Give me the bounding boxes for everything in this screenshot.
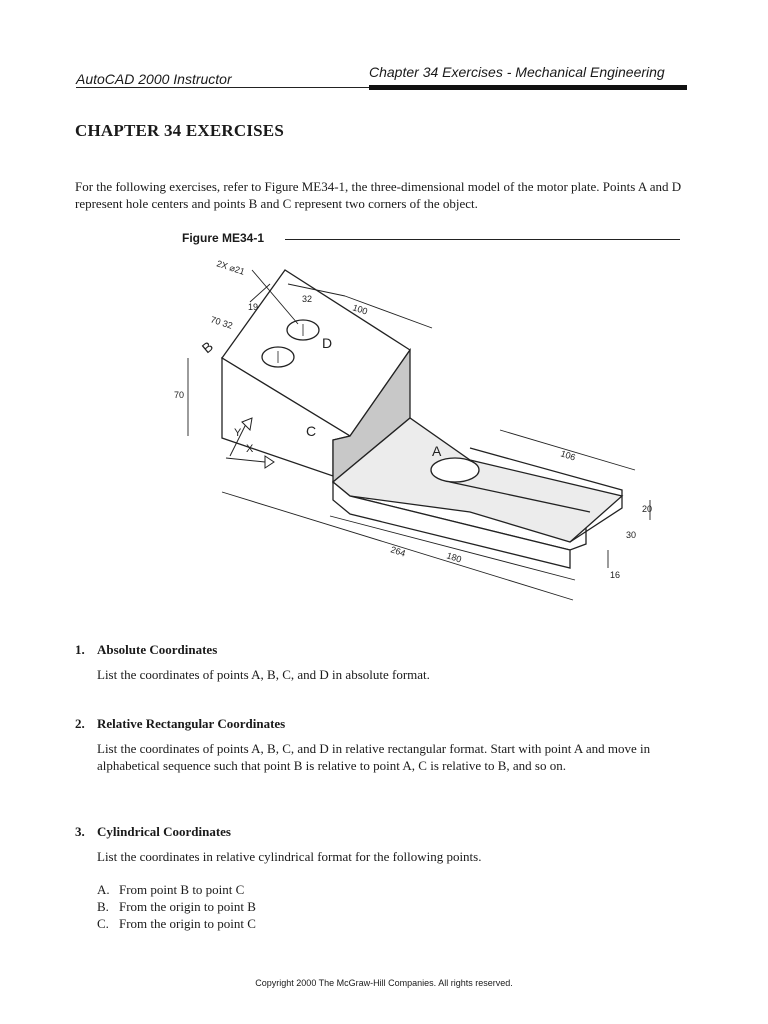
label-point-a: A bbox=[432, 443, 442, 459]
label-point-b: B bbox=[198, 338, 217, 357]
label-dim-180: 180 bbox=[445, 550, 463, 565]
exercise-3-number: 3. bbox=[75, 824, 85, 839]
exercise-1-title: Absolute Coordinates bbox=[97, 642, 218, 657]
copyright-footer: Copyright 2000 The McGraw-Hill Companies. All rights reserved. bbox=[255, 978, 513, 988]
exercise-3-item-b-text: From the origin to point B bbox=[119, 899, 256, 914]
exercise-1-heading bbox=[75, 641, 695, 658]
exercise-1-text: List the coordinates of points A, B, C, and D in absolute format. bbox=[97, 667, 430, 682]
label-point-c: C bbox=[306, 423, 317, 439]
exercise-3-item-a-letter: A. bbox=[97, 882, 110, 897]
exercise-3 bbox=[75, 823, 695, 932]
label-point-d: D bbox=[322, 335, 333, 351]
label-dim-32-top: 32 bbox=[302, 294, 313, 304]
exercise-2 bbox=[75, 715, 695, 774]
figure-caption-rule bbox=[285, 239, 680, 240]
label-axis-y: Y bbox=[234, 427, 242, 439]
label-dim-264: 264 bbox=[389, 544, 407, 559]
header-chapter-title: Chapter 34 Exercises - Mechanical Engineering bbox=[369, 64, 665, 80]
exercise-3-heading bbox=[75, 823, 695, 840]
exercise-2-text: List the coordinates of points A, B, C, and D in relative rectangular format. Start with point A and move in alphabetical sequence such that point B is relative to point A, C is relative to B, and so on. bbox=[97, 741, 651, 773]
exercise-3-item-b bbox=[75, 898, 695, 915]
page-title: CHAPTER 34 EXERCISES bbox=[75, 121, 284, 140]
exercise-1-number: 1. bbox=[75, 642, 85, 657]
exercise-3-text: List the coordinates in relative cylindrical format for the following points. bbox=[97, 849, 482, 864]
figure-caption: Figure ME34-1 bbox=[182, 231, 265, 245]
exercise-3-item-c-text: From the origin to point C bbox=[119, 916, 256, 931]
exercise-3-item-b-letter: B. bbox=[97, 899, 109, 914]
label-dim-16: 16 bbox=[610, 570, 621, 580]
label-hole-note: 2X ⌀21 bbox=[215, 258, 247, 277]
label-dim-19: 19 bbox=[248, 302, 259, 312]
motor-plate-figure bbox=[170, 250, 670, 620]
label-dim-20: 20 bbox=[642, 504, 653, 514]
header-thick-rule bbox=[369, 85, 687, 90]
x-axis-arrow bbox=[226, 458, 265, 462]
label-dim-100: 100 bbox=[351, 302, 369, 317]
exercise-2-number: 2. bbox=[75, 716, 85, 731]
exercise-1 bbox=[75, 641, 695, 683]
label-axis-x: X bbox=[246, 443, 254, 455]
exercise-3-item-a-text: From point B to point C bbox=[119, 882, 245, 897]
label-dim-70-32: 70 32 bbox=[209, 314, 234, 331]
exercise-2-heading bbox=[75, 715, 695, 732]
exercise-3-item-c bbox=[75, 915, 695, 932]
label-dim-30: 30 bbox=[626, 530, 637, 540]
label-dim-70: 70 bbox=[174, 390, 185, 400]
exercise-3-item-a bbox=[75, 881, 695, 898]
exercise-3-item-c-letter: C. bbox=[97, 916, 109, 931]
intro-paragraph: For the following exercises, refer to Figure ME34-1, the three-dimensional model of the motor plate. Points A and D represent hole centers and points B and C represent two corners of the object. bbox=[75, 179, 682, 211]
exercise-2-title: Relative Rectangular Coordinates bbox=[97, 716, 286, 731]
label-dim-106: 106 bbox=[559, 448, 577, 463]
slot-end bbox=[431, 458, 479, 482]
exercise-3-title: Cylindrical Coordinates bbox=[97, 824, 231, 839]
header-thin-rule bbox=[76, 87, 370, 88]
header-book-title: AutoCAD 2000 Instructor bbox=[76, 71, 232, 87]
